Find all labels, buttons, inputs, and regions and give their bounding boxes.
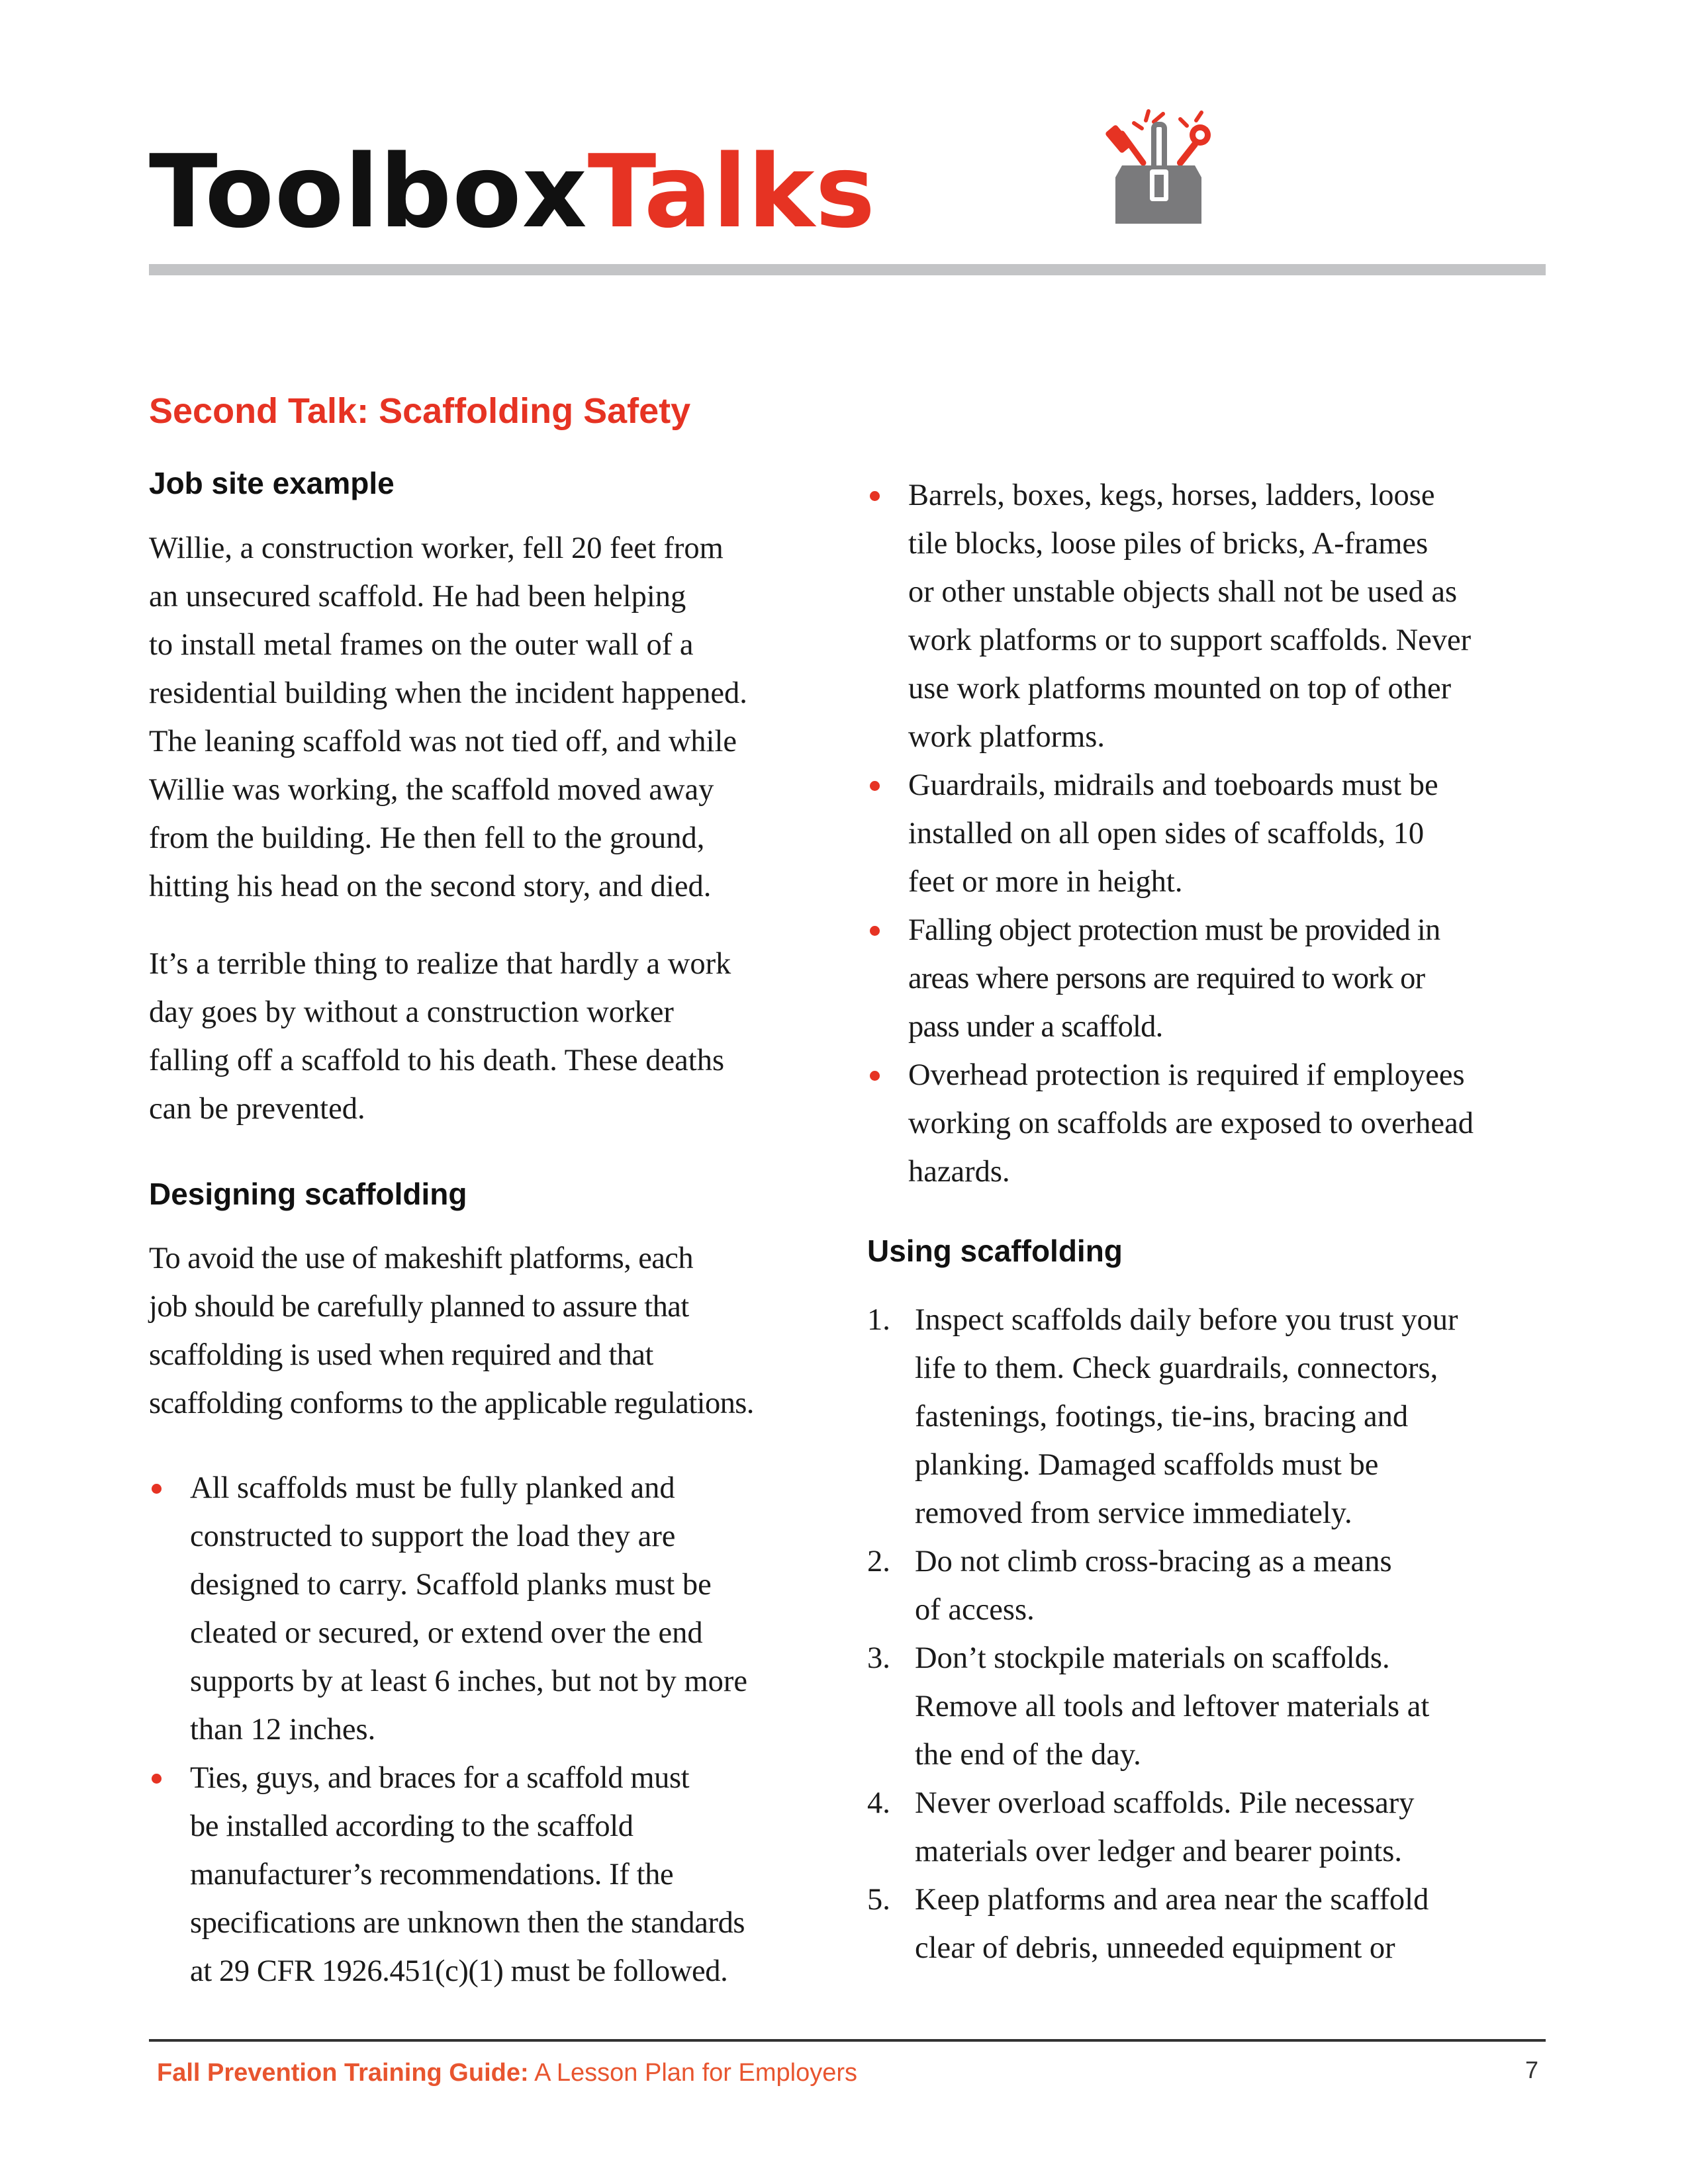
text-line: working on scaffolds are exposed to overhead <box>908 1107 1474 1140</box>
text-line: Don’t stockpile materials on scaffolds. <box>915 1641 1390 1675</box>
text-line: to install metal frames on the outer wall of a <box>149 628 694 662</box>
heading-job-site-example: Job site example <box>149 466 395 500</box>
text-line: or other unstable objects shall not be used as <box>908 575 1458 609</box>
text-line: day goes by without a construction worker <box>149 995 674 1029</box>
text-line: can be prevented. <box>149 1092 365 1126</box>
list-item <box>149 1464 837 1754</box>
text-line: than 12 inches. <box>190 1713 376 1747</box>
toolbox-with-tools-icon <box>1102 106 1215 228</box>
text-line: specifications are unknown then the standards <box>190 1906 745 1940</box>
logo-wordmark <box>149 133 876 250</box>
list-item <box>867 1779 1556 1876</box>
list-item <box>867 761 1556 906</box>
footer-rule <box>149 2039 1546 2042</box>
text-line: Guardrails, midrails and toeboards must be <box>908 768 1438 802</box>
text-line: designed to carry. Scaffold planks must be <box>190 1568 712 1602</box>
text-line: from the building. He then fell to the ground, <box>149 821 705 855</box>
text-line: It’s a terrible thing to realize that hardly a work <box>149 947 731 981</box>
list-item <box>867 1634 1556 1779</box>
list-item <box>867 471 1556 761</box>
text-line: scaffolding conforms to the applicable regulations. <box>149 1387 754 1420</box>
text-line: Barrels, boxes, kegs, horses, ladders, loose <box>908 478 1435 512</box>
text-line: installed on all open sides of scaffolds, 10 <box>908 817 1425 850</box>
job-site-paragraph-2 <box>149 940 731 1133</box>
text-line: Keep platforms and area near the scaffold <box>915 1883 1429 1917</box>
heading-using-scaffolding: Using scaffolding <box>867 1234 1123 1268</box>
text-line: clear of debris, unneeded equipment or <box>915 1931 1395 1965</box>
text-line: All scaffolds must be fully planked and <box>190 1471 675 1505</box>
text-line: use work platforms mounted on top of other <box>908 672 1452 705</box>
list-item <box>867 1537 1556 1634</box>
text-line: To avoid the use of makeshift platforms, each <box>149 1242 693 1275</box>
list-item <box>867 1296 1556 1537</box>
list-item <box>867 1876 1556 1972</box>
designing-intro-paragraph <box>149 1234 754 1428</box>
text-line: Inspect scaffolds daily before you trust your <box>915 1303 1458 1337</box>
text-line: feet or more in height. <box>908 865 1183 899</box>
talk-title: Second Talk: Scaffolding Safety <box>149 391 691 431</box>
text-line: Falling object protection must be provided in <box>908 913 1440 947</box>
text-line: planking. Damaged scaffolds must be <box>915 1448 1379 1482</box>
text-line: Ties, guys, and braces for a scaffold must <box>190 1761 690 1795</box>
footer-guide-title <box>157 2058 857 2088</box>
item-number: 1. <box>867 1303 890 1337</box>
text-line: constructed to support the load they are <box>190 1520 676 1553</box>
page-number: 7 <box>1524 2056 1538 2083</box>
text-line: work platforms. <box>908 720 1105 754</box>
text-line: removed from service immediately. <box>915 1496 1352 1530</box>
text-line: manufacturer’s recommendations. If the <box>190 1858 674 1891</box>
text-line: Willie was working, the scaffold moved away <box>149 773 714 807</box>
text-line: pass under a scaffold. <box>908 1010 1163 1044</box>
text-line: materials over ledger and bearer points. <box>915 1835 1402 1868</box>
text-line: an unsecured scaffold. He had been helping <box>149 580 686 614</box>
text-line: Remove all tools and leftover materials at <box>915 1690 1430 1723</box>
text-line: the end of the day. <box>915 1738 1141 1772</box>
logo-word-toolbox: Toolbox <box>149 133 588 250</box>
text-line: at 29 CFR 1926.451(c)(1) must be followed. <box>190 1954 728 1988</box>
text-line: job should be carefully planned to assure that <box>149 1290 689 1324</box>
text-line: The leaning scaffold was not tied off, and while <box>149 725 737 758</box>
text-line: Never overload scaffolds. Pile necessary <box>915 1786 1415 1820</box>
job-site-paragraph-1 <box>149 524 747 911</box>
list-item <box>149 1754 837 1995</box>
item-number: 5. <box>867 1883 890 1917</box>
text-line: falling off a scaffold to his death. These deaths <box>149 1044 725 1077</box>
list-item <box>867 1051 1556 1196</box>
text-line: areas where persons are required to work or <box>908 962 1425 995</box>
text-line: supports by at least 6 inches, but not by more <box>190 1664 748 1698</box>
text-line: hazards. <box>908 1155 1010 1189</box>
text-line: Do not climb cross-bracing as a means <box>915 1545 1392 1578</box>
text-line: residential building when the incident happened. <box>149 676 747 710</box>
item-number: 2. <box>867 1545 890 1578</box>
logo-word-talks: Talks <box>587 133 876 250</box>
using-scaffolding-list <box>867 1296 1556 1972</box>
designing-bullets-right <box>867 471 1556 1196</box>
text-line: of access. <box>915 1593 1035 1627</box>
text-line: hitting his head on the second story, and died. <box>149 870 712 903</box>
text-line: scaffolding is used when required and that <box>149 1338 653 1372</box>
text-line: life to them. Check guardrails, connectors, <box>915 1351 1438 1385</box>
text-line: cleated or secured, or extend over the end <box>190 1616 703 1650</box>
text-line: be installed according to the scaffold <box>190 1809 633 1843</box>
designing-bullets-left <box>149 1464 837 1995</box>
text-line: work platforms or to support scaffolds. Never <box>908 623 1472 657</box>
text-line: fastenings, footings, tie-ins, bracing and <box>915 1400 1409 1433</box>
footer-guide-subtitle: A Lesson Plan for Employers <box>528 2059 858 2087</box>
text-line: tile blocks, loose piles of bricks, A-frames <box>908 527 1429 561</box>
item-number: 4. <box>867 1786 890 1820</box>
heading-designing-scaffolding: Designing scaffolding <box>149 1177 467 1211</box>
text-line: Willie, a construction worker, fell 20 feet from <box>149 531 724 565</box>
text-line: Overhead protection is required if employees <box>908 1058 1465 1092</box>
item-number: 3. <box>867 1641 890 1675</box>
header-rule <box>149 264 1546 275</box>
footer-guide-bold: Fall Prevention Training Guide: <box>157 2059 529 2087</box>
list-item <box>867 906 1556 1051</box>
